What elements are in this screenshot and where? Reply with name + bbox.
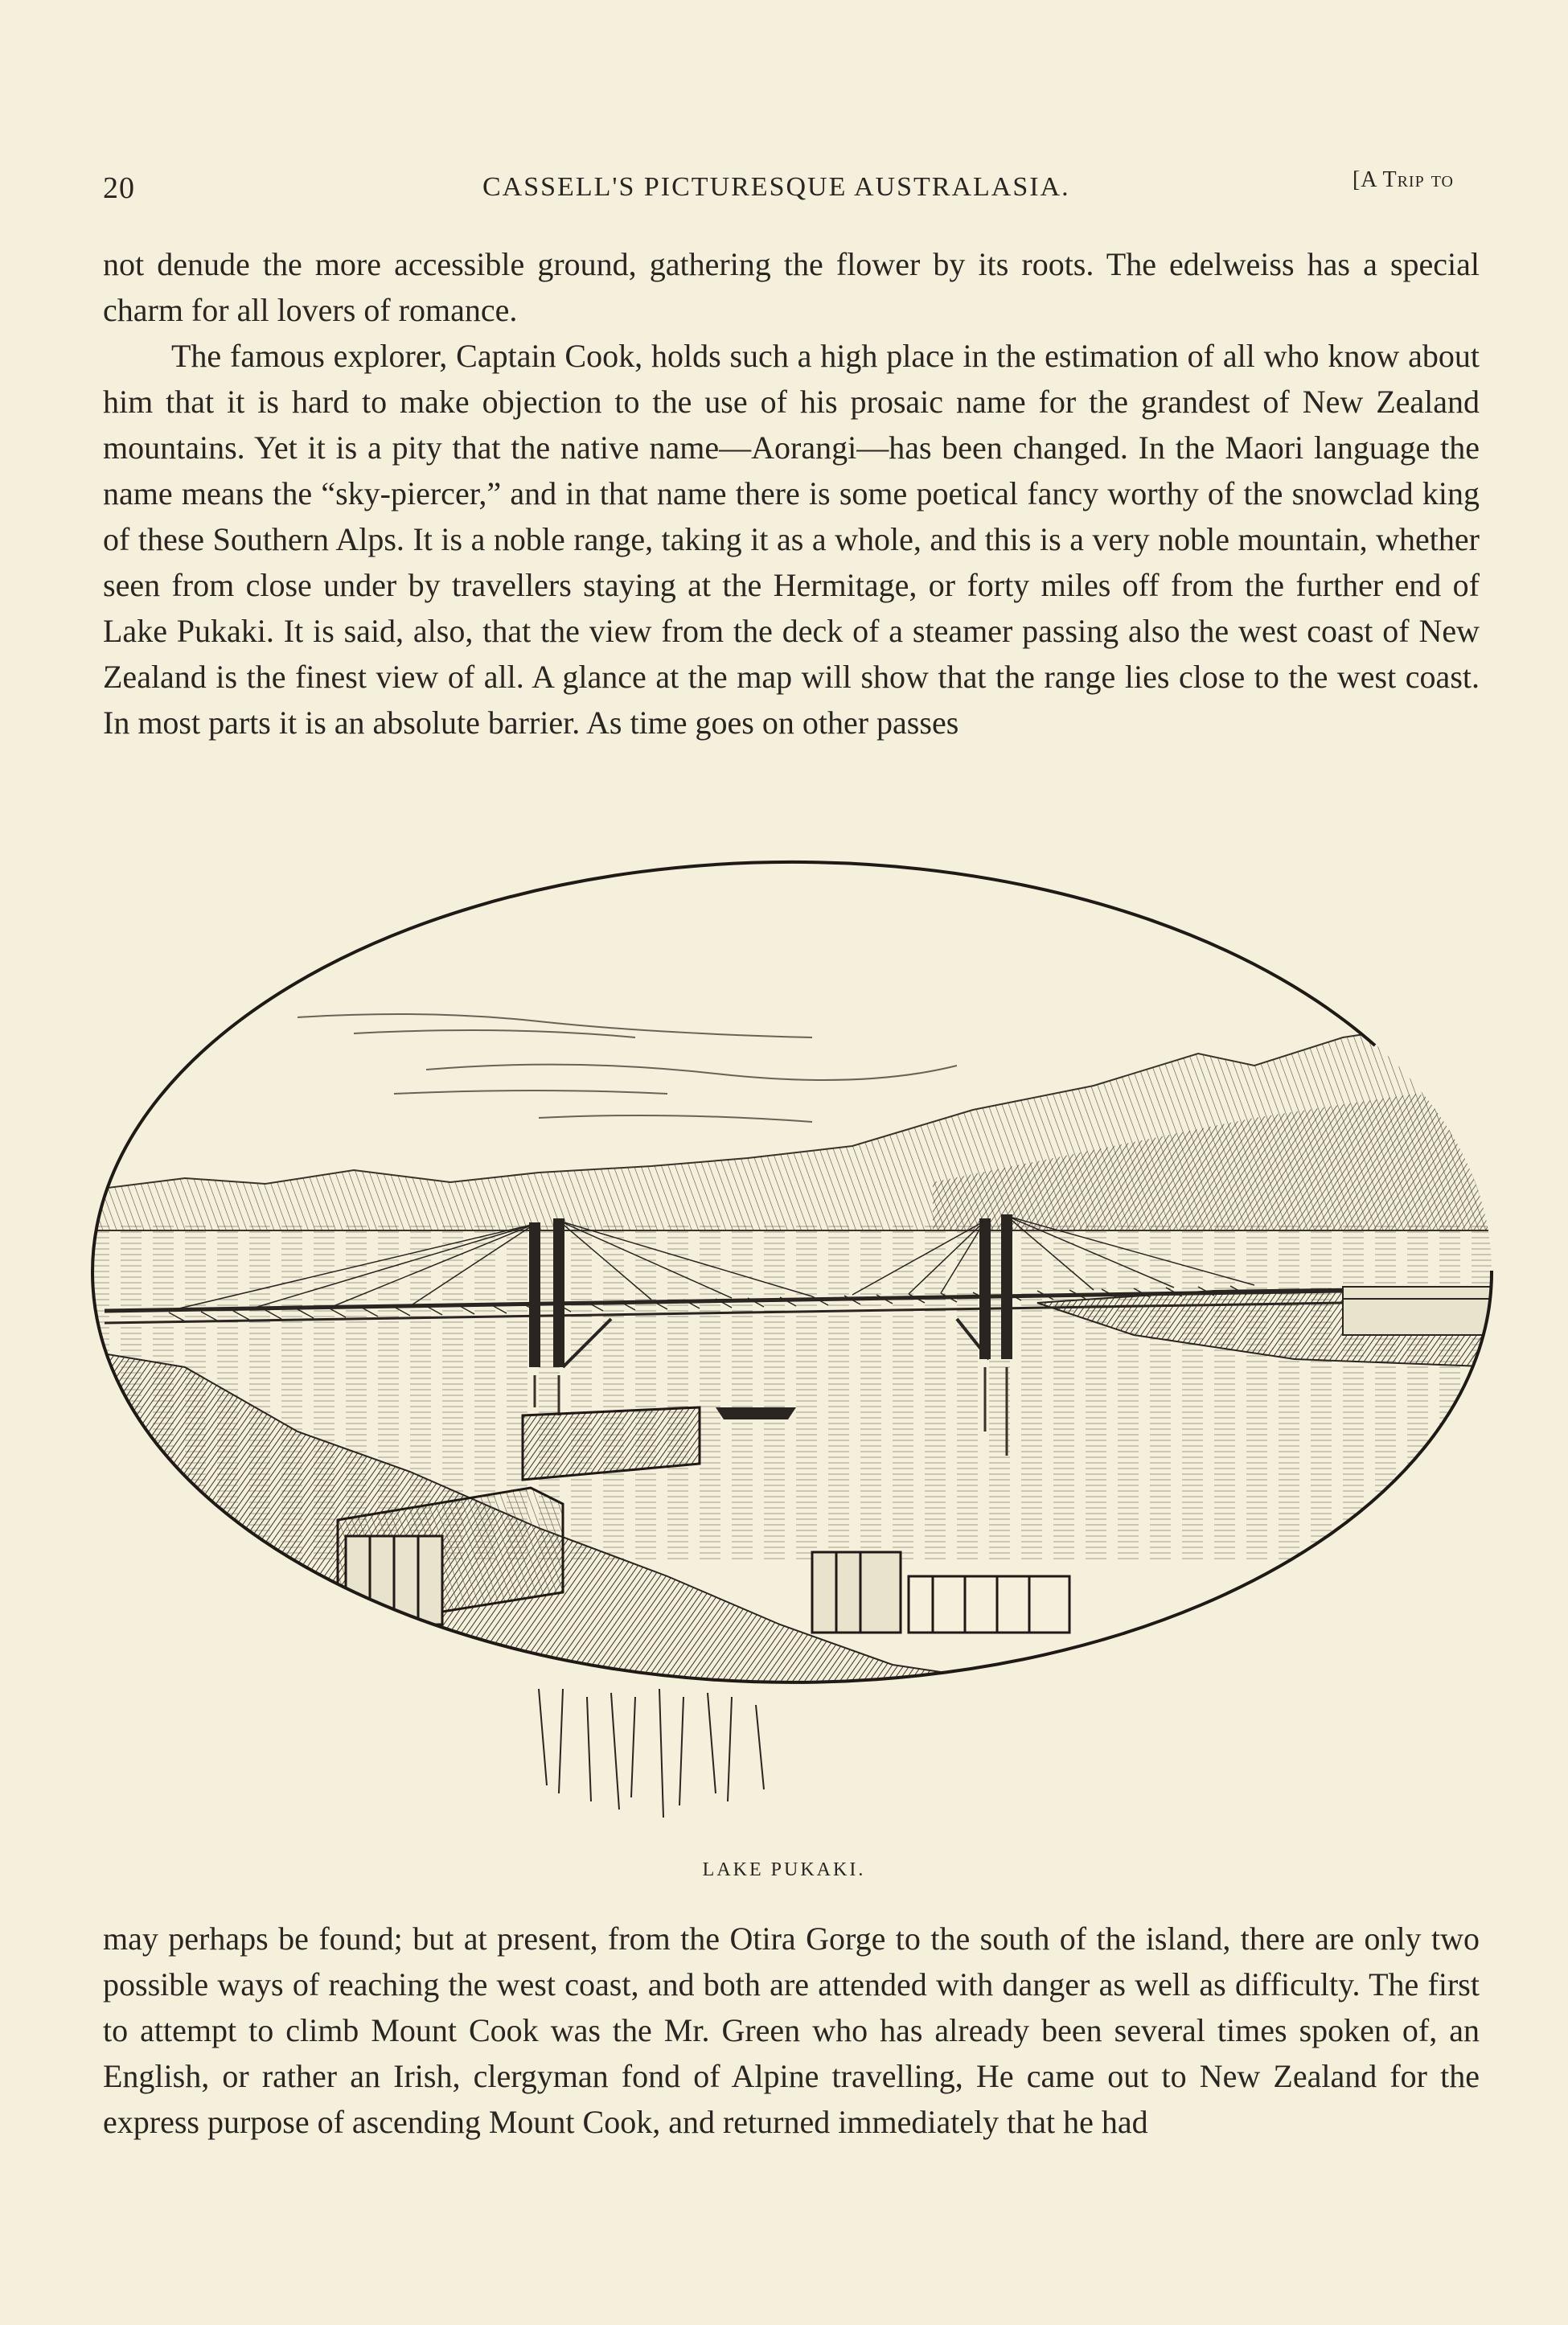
paragraph: The famous explorer, Captain Cook, holds such a high place in the estimation of all who know about him that it is hard to make objection to the use of his prosaic name for the grandest of New Zealand mountains. Yet it is a pity that the native name—Aorangi—has been changed. In the Maori language the name means the “sky-piercer,” and in that name there is some poetical fancy worthy of the snowclad king of these Southern Alps. It is a noble range, taking it as a whole, and this is a very noble mountain, whether seen from close under by travellers staying at the Hermitage, or forty miles off from the further end of Lake Pukaki. It is said, also, that the view from the deck of a steamer passing also the west coast of New Zealand is the finest view of all. A glance at the map will show that the range lies close to the west coast. In most parts it is an absolute barrier. As time goes on other passes (103, 338, 1480, 741)
page-number: 20 (103, 171, 135, 205)
body-text-bottom (103, 1916, 1480, 2145)
running-title: CASSELL'S PICTURESQUE AUSTRALASIA. (482, 172, 1070, 202)
body-text-top (103, 241, 1480, 746)
page-header (103, 167, 1454, 216)
lake-pukaki-engraving (88, 852, 1496, 1834)
figure-caption: LAKE PUKAKI. (702, 1859, 866, 1880)
running-section: [A Trip to (1352, 167, 1454, 192)
paragraph: not denude the more accessible ground, gathering the flower by its roots. The edelweiss has a special charm for all lovers of romance. (103, 246, 1480, 328)
paragraph: may perhaps be found; but at present, from the Otira Gorge to the south of the island, there are only two possible ways of reaching the west coast, and both are attended with danger as well as difficulty. The first to attempt to climb Mount Cook was the Mr. Green who has already been several times spoken of, an English, or rather an Irish, clergyman fond of Alpine travelling, He came out to New Zealand for the express purpose of ascending Mount Cook, and returned immediately that he had (103, 1920, 1480, 2140)
